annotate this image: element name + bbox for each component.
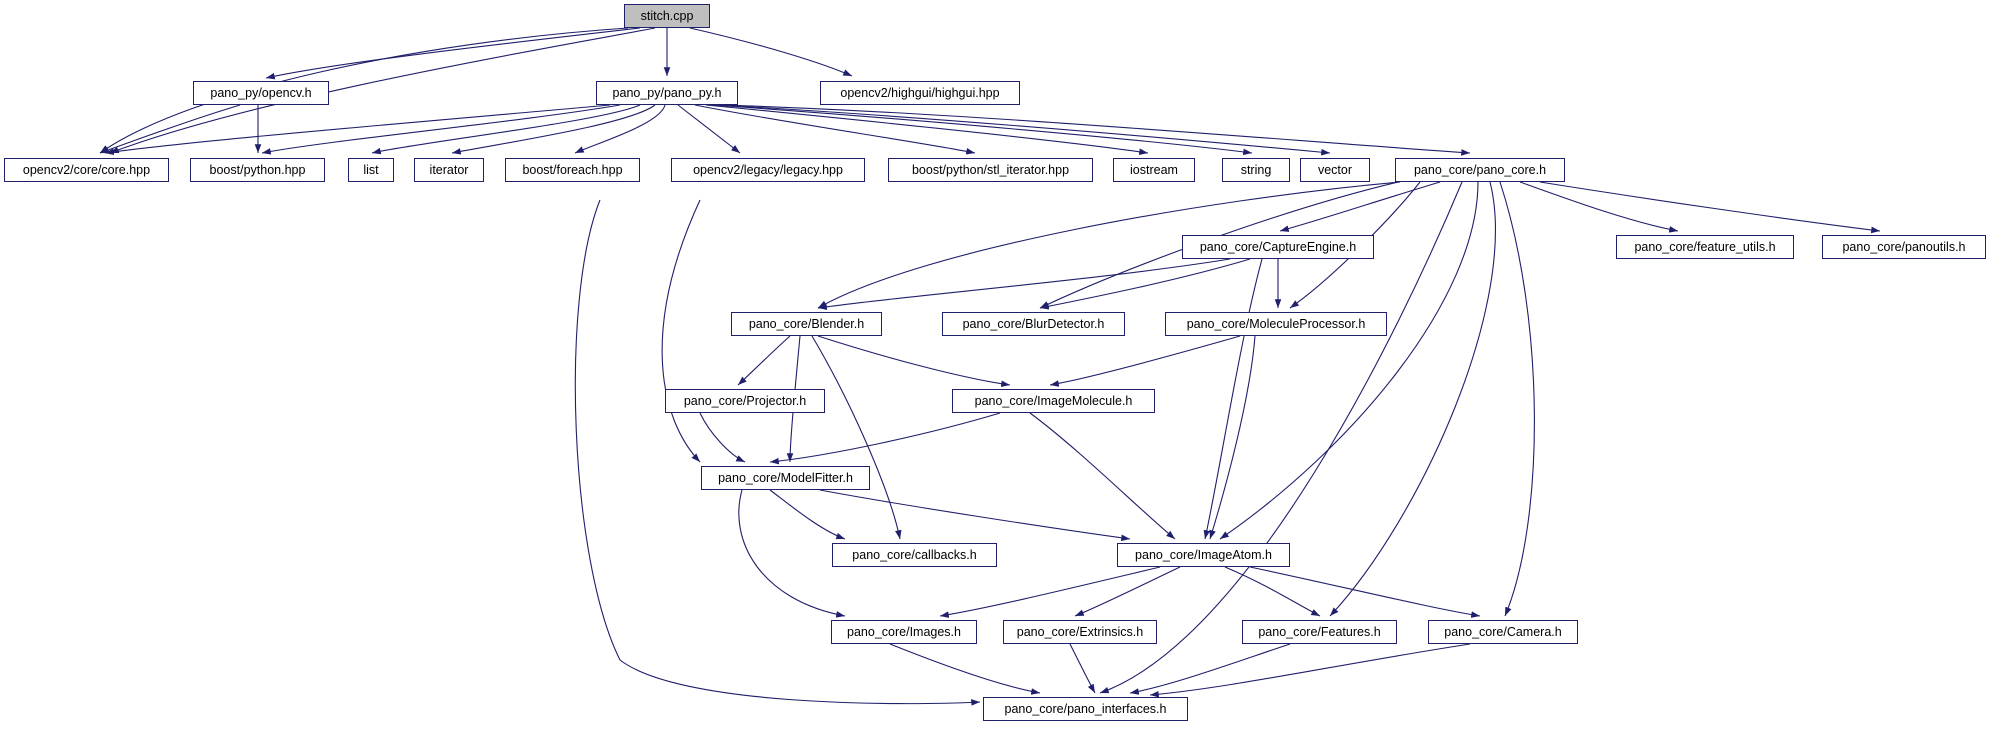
node-pano-core-pano-core-h[interactable]: pano_core/pano_core.h <box>1395 158 1565 182</box>
node-vector[interactable]: vector <box>1300 158 1370 182</box>
node-stitch-cpp[interactable]: stitch.cpp <box>624 4 710 28</box>
node-pano-core-moleculeprocessor-h[interactable]: pano_core/MoleculeProcessor.h <box>1165 312 1387 336</box>
node-pano-core-panoutils-h[interactable]: pano_core/panoutils.h <box>1822 235 1986 259</box>
node-string[interactable]: string <box>1222 158 1290 182</box>
node-boost-python-hpp[interactable]: boost/python.hpp <box>190 158 325 182</box>
node-pano-core-images-h[interactable]: pano_core/Images.h <box>831 620 977 644</box>
node-opencv2-core-core-hpp[interactable]: opencv2/core/core.hpp <box>4 158 169 182</box>
node-pano-core-blender-h[interactable]: pano_core/Blender.h <box>731 312 882 336</box>
node-pano-core-callbacks-h[interactable]: pano_core/callbacks.h <box>832 543 997 567</box>
node-pano-core-camera-h[interactable]: pano_core/Camera.h <box>1428 620 1578 644</box>
node-pano-core-imagemolecule-h[interactable]: pano_core/ImageMolecule.h <box>952 389 1155 413</box>
node-boost-foreach-hpp[interactable]: boost/foreach.hpp <box>505 158 640 182</box>
node-pano-core-projector-h[interactable]: pano_core/Projector.h <box>665 389 825 413</box>
node-pano-core-extrinsics-h[interactable]: pano_core/Extrinsics.h <box>1003 620 1157 644</box>
node-pano-py-opencv-h[interactable]: pano_py/opencv.h <box>193 81 329 105</box>
node-iostream[interactable]: iostream <box>1113 158 1195 182</box>
node-pano-core-captureengine-h[interactable]: pano_core/CaptureEngine.h <box>1182 235 1374 259</box>
node-pano-py-pano-py-h[interactable]: pano_py/pano_py.h <box>596 81 738 105</box>
node-boost-python-stl-iterator-hpp[interactable]: boost/python/stl_iterator.hpp <box>888 158 1093 182</box>
node-pano-core-pano-interfaces-h[interactable]: pano_core/pano_interfaces.h <box>983 697 1188 721</box>
node-pano-core-feature-utils-h[interactable]: pano_core/feature_utils.h <box>1616 235 1794 259</box>
node-pano-core-features-h[interactable]: pano_core/Features.h <box>1242 620 1397 644</box>
node-iterator[interactable]: iterator <box>414 158 484 182</box>
node-opencv2-legacy-legacy-hpp[interactable]: opencv2/legacy/legacy.hpp <box>671 158 865 182</box>
node-pano-core-modelfitter-h[interactable]: pano_core/ModelFitter.h <box>701 466 870 490</box>
node-pano-core-blurdetector-h[interactable]: pano_core/BlurDetector.h <box>942 312 1125 336</box>
node-list[interactable]: list <box>348 158 394 182</box>
node-opencv2-highgui-highgui-hpp[interactable]: opencv2/highgui/highgui.hpp <box>820 81 1020 105</box>
node-pano-core-imageatom-h[interactable]: pano_core/ImageAtom.h <box>1117 543 1290 567</box>
